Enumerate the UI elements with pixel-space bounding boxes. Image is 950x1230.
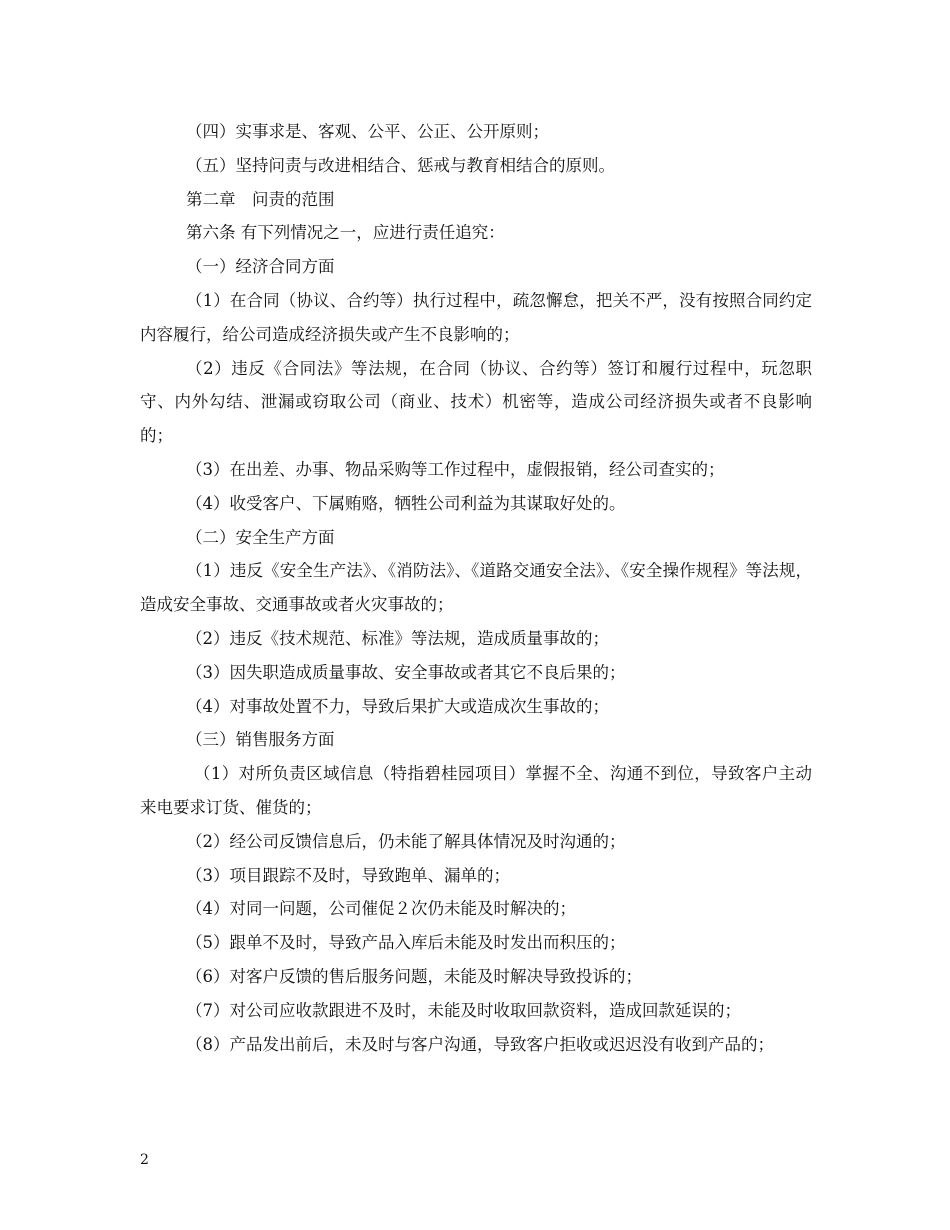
principle-five: （五）坚持问责与改进相结合、惩戒与教育相结合的原则。	[186, 155, 615, 175]
safety-item-2: （2）违反《技术规范、标准》等法规，造成质量事故的；	[186, 628, 609, 648]
contract-item-1: （1）在合同（协议、合约等）执行过程中，疏忽懈怠，把关不严，没有按照合同约定内容履行，给公司造成经济损失或产生不良影响的；	[140, 290, 812, 344]
sales-item-1: （1）对所负责区域信息（特指碧桂园项目）掌握不全、沟通不到位，导致客户主动来电要求订货、催货的；	[140, 764, 812, 817]
section-sales-service: （三）销售服务方面	[186, 730, 335, 750]
sales-item-2: （2）经公司反馈信息后，仍未能了解具体情况及时沟通的；	[186, 831, 626, 851]
sales-item-4: （4）对同一问题，公司催促２次仍未能及时解决的；	[186, 899, 576, 919]
sales-item-8: （8）产品发出前后，未及时与客户沟通，导致客户拒收或迟迟没有收到产品的；	[186, 1034, 774, 1054]
chapter-two-heading: 第二章 问责的范围	[186, 189, 335, 209]
contract-item-3: （3）在出差、办事、物品采购等工作过程中，虚假报销，经公司查实的；	[186, 459, 725, 479]
contract-item-4: （4）收受客户、下属贿赂，牺牲公司利益为其谋取好处的。	[186, 493, 626, 513]
contract-item-2: （2）违反《合同法》等法规，在合同（协议、合约等）签订和履行过程中，玩忽职守、内外勾结、泄漏或窃取公司（商业、技术）机密等，造成公司经济损失或者不良影响的；	[140, 358, 812, 446]
page-number: 2	[140, 1152, 149, 1168]
safety-item-1: （1）违反《安全生产法》、《消防法》、《道路交通安全法》、《安全操作规程》等法规，造成安全事故、交通事故或者火灾事故的；	[140, 561, 812, 615]
section-economic-contracts: （一）经济合同方面	[186, 257, 335, 277]
sales-item-5: （5）跟单不及时，导致产品入库后未能及时发出而积压的；	[186, 933, 626, 953]
section-safety-production: （二）安全生产方面	[186, 527, 335, 547]
sales-item-7: （7）对公司应收款跟进不及时，未能及时收取回款资料，造成回款延误的；	[186, 1000, 741, 1020]
article-six: 第六条 有下列情况之一，应进行责任追究：	[186, 223, 505, 243]
sales-item-3: （3）项目跟踪不及时，导致跑单、漏单的；	[186, 865, 510, 885]
safety-item-3: （3）因失职造成质量事故、安全事故或者其它不良后果的；	[186, 662, 626, 682]
principle-four: （四）实事求是、客观、公平、公正、公开原则；	[186, 122, 549, 141]
document-body	[140, 115, 812, 1061]
sales-item-6: （6）对客户反馈的售后服务问题，未能及时解决导致投诉的；	[186, 966, 642, 986]
safety-item-4: （4）对事故处置不力，导致后果扩大或造成次生事故的；	[186, 696, 609, 716]
